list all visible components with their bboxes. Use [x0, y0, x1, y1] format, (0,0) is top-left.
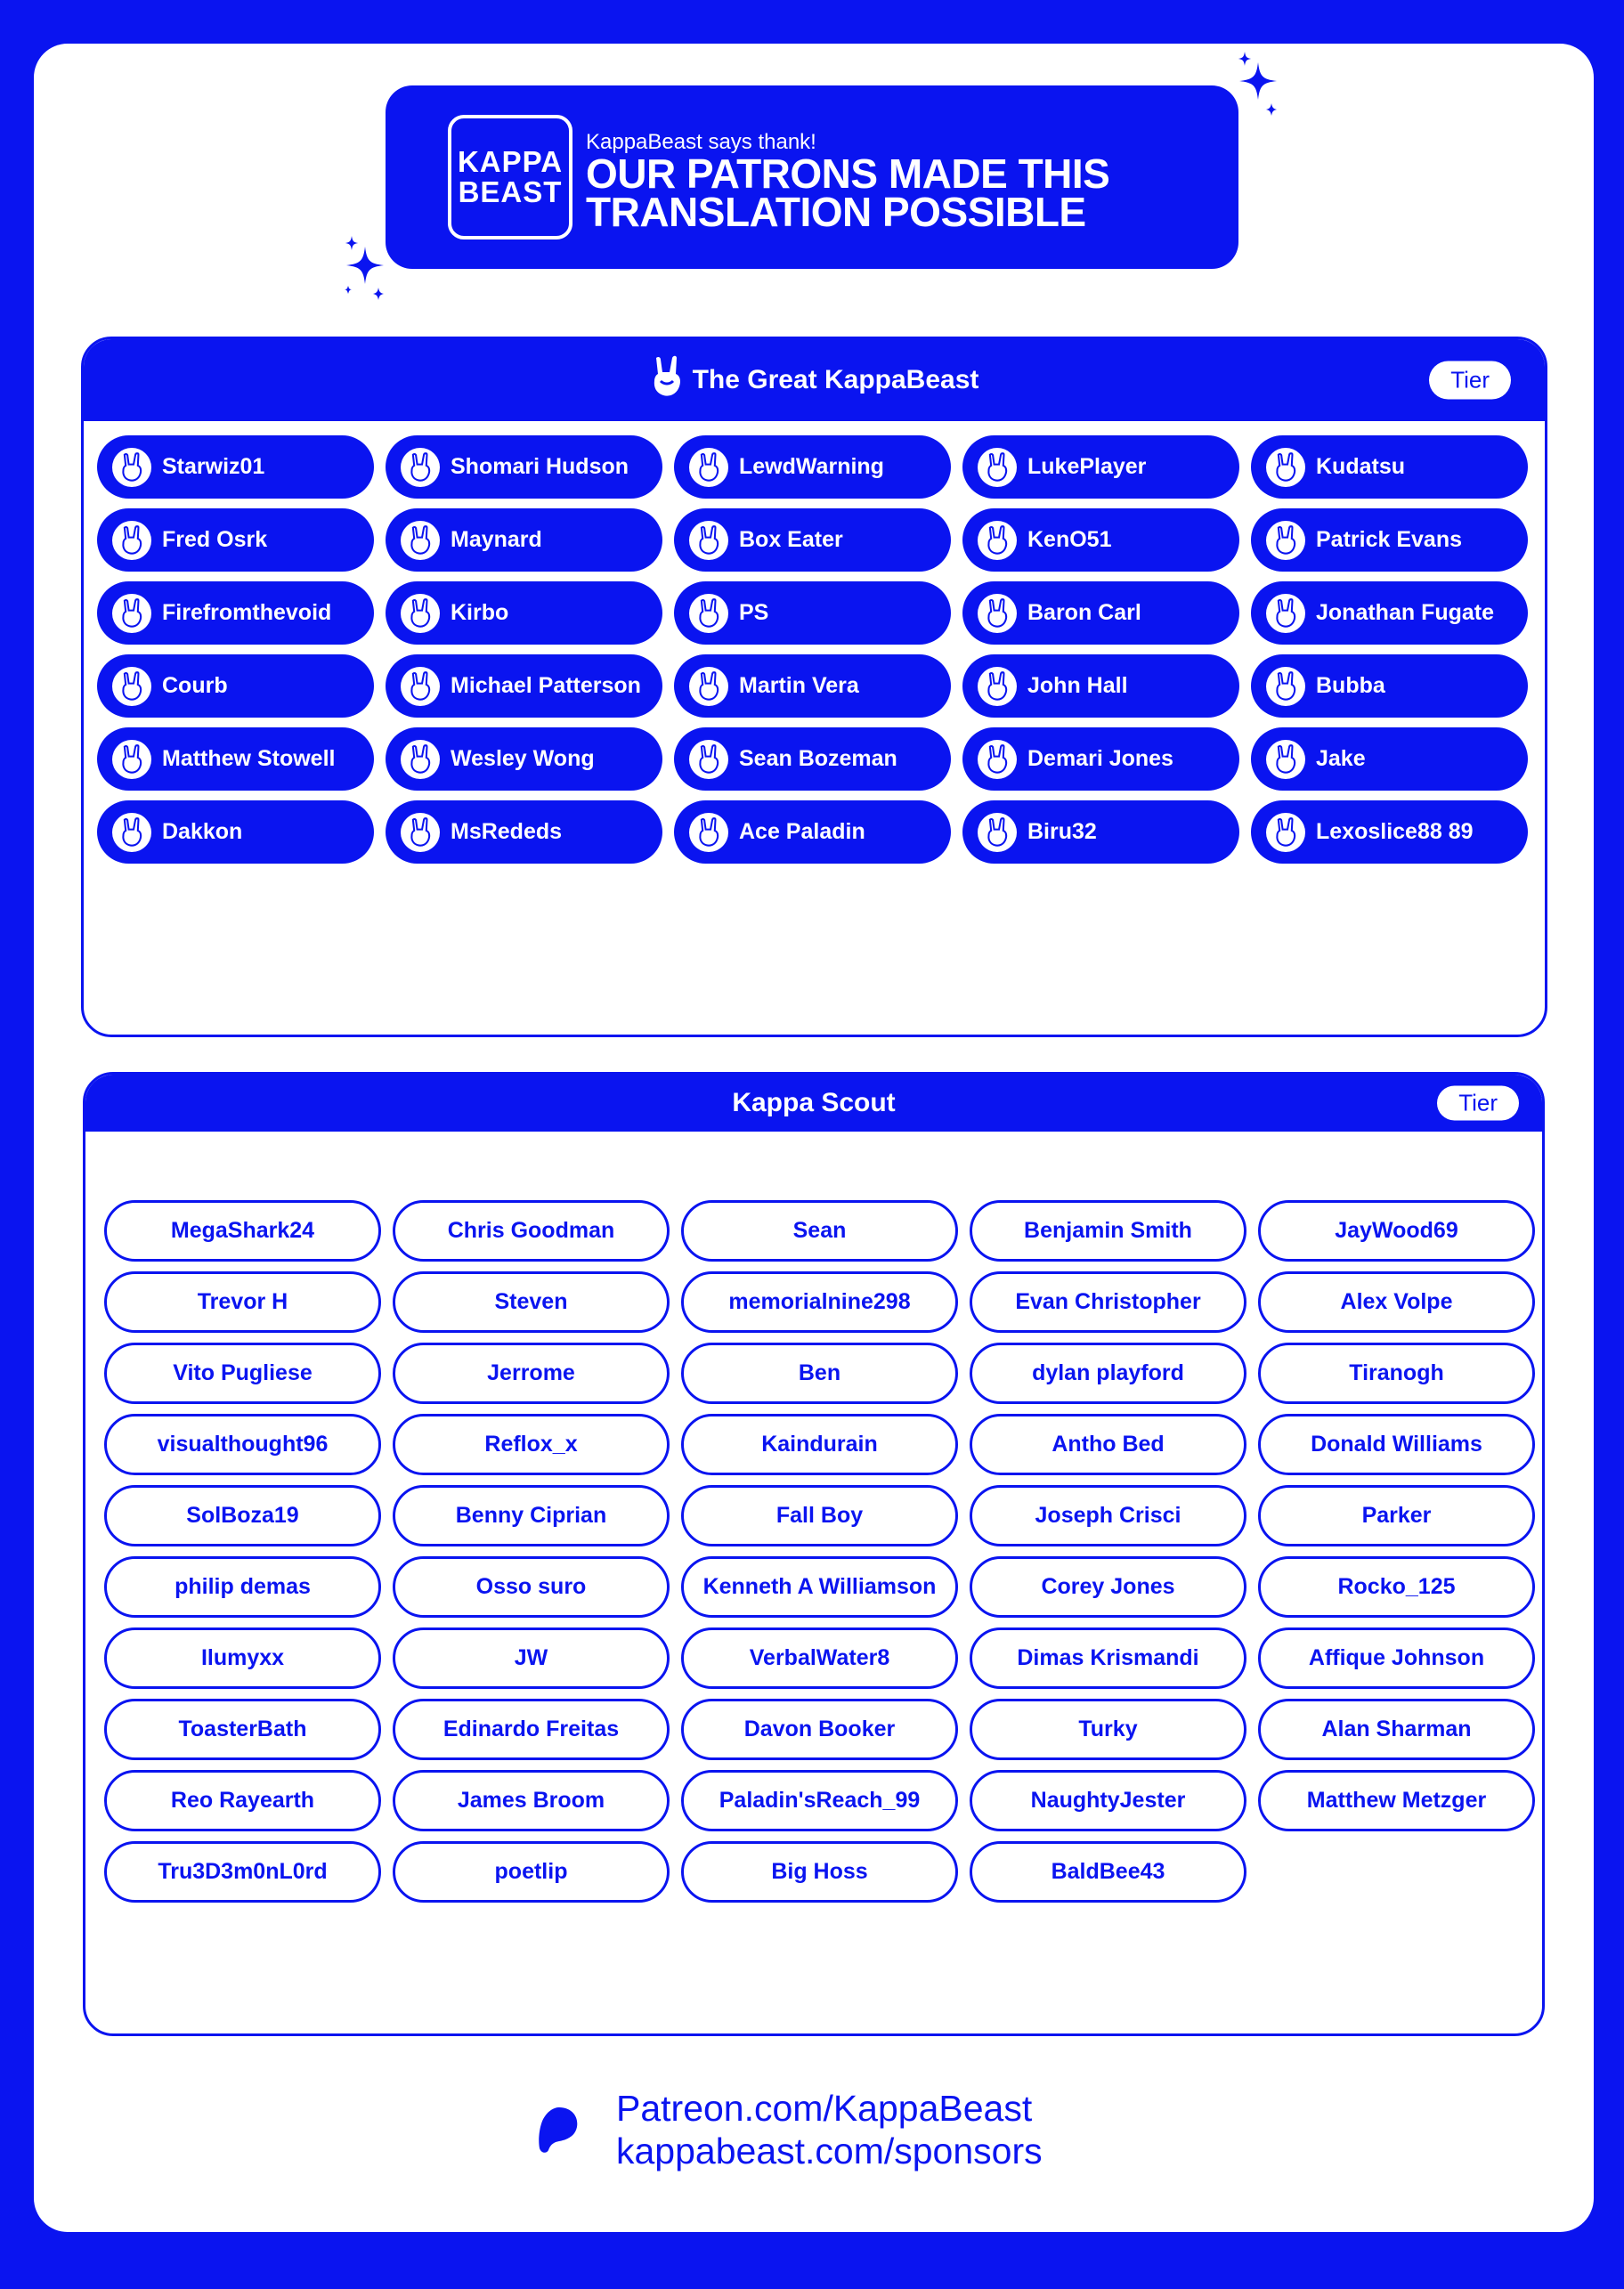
- patron-chip: [681, 1343, 958, 1404]
- patron-name: Jake: [1316, 746, 1366, 771]
- patron-chip: [970, 1556, 1246, 1618]
- patron-name: MsRededs: [451, 819, 563, 844]
- patron-chip: [674, 800, 951, 864]
- patron-chip: [681, 1414, 958, 1475]
- patron-name: VerbalWater8: [749, 1645, 890, 1670]
- tier-badge: Tier: [1437, 1086, 1519, 1121]
- patron-chip: [386, 508, 662, 572]
- patron-chip: [681, 1200, 958, 1262]
- kappabeast-logo: [448, 115, 572, 239]
- patron-chip: [393, 1770, 670, 1831]
- patron-chip: [97, 727, 374, 791]
- patron-name: Alan Sharman: [1321, 1717, 1472, 1741]
- patron-chip: [393, 1343, 670, 1404]
- rock-hand-icon: [689, 521, 728, 560]
- patron-chip: [97, 508, 374, 572]
- patron-name: Joseph Crisci: [1035, 1503, 1181, 1528]
- patron-chip: [1258, 1343, 1535, 1404]
- banner-subtitle: KappaBeast says thank!: [586, 130, 816, 154]
- patron-chip: [1251, 654, 1528, 718]
- patron-chip: [393, 1485, 670, 1546]
- patron-chip: [962, 508, 1239, 572]
- banner-title-line1: OUR PATRONS MADE THIS: [586, 150, 1110, 197]
- patron-name: Fall Boy: [775, 1503, 864, 1528]
- patron-name: Matthew Stowell: [162, 746, 336, 771]
- patron-chip: [674, 727, 951, 791]
- patron-chip: [681, 1271, 958, 1333]
- patron-name: Kaindurain: [761, 1432, 878, 1457]
- patron-chip: [393, 1627, 670, 1689]
- patron-chip: [393, 1699, 670, 1760]
- patron-name: Kirbo: [451, 600, 509, 625]
- patron-name: Donald Williams: [1311, 1432, 1482, 1457]
- patron-chip: [1258, 1770, 1535, 1831]
- rock-hand-icon: [978, 813, 1017, 852]
- patron-chip: [97, 581, 374, 645]
- patron-chip: [104, 1841, 381, 1903]
- patron-chip: [386, 727, 662, 791]
- patron-chip: [1251, 727, 1528, 791]
- patron-chip: [386, 581, 662, 645]
- patron-chip: [970, 1699, 1246, 1760]
- patron-name: Antho Bed: [1052, 1432, 1165, 1457]
- patron-name: Starwiz01: [162, 454, 265, 479]
- patron-name: Bubba: [1316, 673, 1385, 698]
- patron-chip: [681, 1841, 958, 1903]
- patron-grid-scout: [104, 1200, 1535, 1903]
- rock-hand-icon: [401, 813, 440, 852]
- patron-name: MegaShark24: [170, 1218, 315, 1243]
- rock-hand-icon: [401, 740, 440, 779]
- rock-hand-icon: [689, 667, 728, 706]
- patron-chip: [386, 435, 662, 499]
- patron-chip: [97, 800, 374, 864]
- patron-name: NaughtyJester: [1030, 1788, 1186, 1813]
- patron-name: Wesley Wong: [451, 746, 595, 771]
- rock-hand-icon: [1266, 813, 1305, 852]
- patron-chip: [962, 654, 1239, 718]
- rock-hand-icon: [112, 448, 151, 487]
- patron-chip: [393, 1556, 670, 1618]
- patron-name: LewdWarning: [739, 454, 884, 479]
- patron-chip: [1258, 1699, 1535, 1760]
- patron-chip: [104, 1343, 381, 1404]
- patron-name: Benny Ciprian: [455, 1503, 607, 1528]
- patron-chip: [962, 435, 1239, 499]
- header-banner: [386, 85, 1238, 269]
- patron-name: Baron Carl: [1027, 600, 1141, 625]
- patron-chip: [674, 435, 951, 499]
- patron-name: Tru3D3m0nL0rd: [158, 1859, 328, 1884]
- patron-chip: [393, 1841, 670, 1903]
- patron-name: Alex Volpe: [1340, 1289, 1453, 1314]
- rock-hand-icon: [978, 740, 1017, 779]
- patron-chip: [970, 1414, 1246, 1475]
- patron-name: ToasterBath: [178, 1717, 307, 1741]
- patron-name: Jerrome: [487, 1360, 575, 1385]
- rock-hand-icon: [978, 448, 1017, 487]
- patron-chip: [1258, 1271, 1535, 1333]
- tier-title: The Great KappaBeast: [692, 365, 979, 394]
- patron-name: Davon Booker: [743, 1717, 896, 1741]
- patron-chip: [674, 508, 951, 572]
- patron-name: Trevor H: [197, 1289, 288, 1314]
- patron-chip: [970, 1485, 1246, 1546]
- patron-chip: [1251, 508, 1528, 572]
- patron-chip: [104, 1556, 381, 1618]
- patron-chip: [104, 1414, 381, 1475]
- patron-name: Chris Goodman: [447, 1218, 615, 1243]
- patron-chip: [393, 1414, 670, 1475]
- patron-name: Box Eater: [739, 527, 843, 552]
- patron-name: poetlip: [494, 1859, 568, 1884]
- patron-name: Osso suro: [475, 1574, 587, 1599]
- patron-name: JW: [514, 1645, 548, 1670]
- patron-name: Matthew Metzger: [1306, 1788, 1487, 1813]
- patron-chip: [1258, 1414, 1535, 1475]
- patron-name: Courb: [162, 673, 228, 698]
- rock-hand-icon: [401, 594, 440, 633]
- patron-name: memorialnine298: [728, 1289, 911, 1314]
- tier-panel-great-kappabeast: [81, 337, 1547, 1037]
- patron-name: Rocko_125: [1337, 1574, 1456, 1599]
- patron-chip: [386, 800, 662, 864]
- rock-hand-icon: [689, 594, 728, 633]
- rock-hand-icon: [689, 448, 728, 487]
- patron-name: Edinardo Freitas: [443, 1717, 620, 1741]
- patron-chip: [1251, 435, 1528, 499]
- patron-name: SolBoza19: [186, 1503, 299, 1528]
- rock-hand-icon: [401, 448, 440, 487]
- tier-header: [84, 339, 1545, 421]
- rock-hand-icon: [1266, 521, 1305, 560]
- patron-chip: [97, 435, 374, 499]
- patron-name: Dakkon: [162, 819, 243, 844]
- tier-panel-kappa-scout: [83, 1072, 1545, 2036]
- rock-hand-icon: [1266, 667, 1305, 706]
- rock-hand-icon: [112, 740, 151, 779]
- patron-chip: [681, 1770, 958, 1831]
- patron-chip: [1258, 1485, 1535, 1546]
- rock-hand-icon: [112, 594, 151, 633]
- banner-title: [586, 150, 1209, 235]
- patron-chip: [393, 1271, 670, 1333]
- patron-chip: [970, 1343, 1246, 1404]
- patron-name: James Broom: [457, 1788, 605, 1813]
- patron-chip: [1251, 581, 1528, 645]
- rock-hand-icon: [112, 521, 151, 560]
- patron-name: Lexoslice88 89: [1316, 819, 1474, 844]
- patron-chip: [393, 1200, 670, 1262]
- patron-name: Parker: [1361, 1503, 1432, 1528]
- patron-name: LukePlayer: [1027, 454, 1147, 479]
- rock-hand-icon: [401, 667, 440, 706]
- patron-chip: [104, 1627, 381, 1689]
- patron-name: Evan Christopher: [1015, 1289, 1201, 1314]
- rock-hand-icon: [689, 813, 728, 852]
- patron-name: Ace Paladin: [739, 819, 865, 844]
- patron-name: Ben: [798, 1360, 841, 1385]
- patron-name: visualthought96: [157, 1432, 329, 1457]
- patron-name: JayWood69: [1335, 1218, 1458, 1243]
- patron-name: Kenneth A Williamson: [702, 1574, 937, 1599]
- rock-hand-icon: [1266, 594, 1305, 633]
- patron-name: Turky: [1078, 1717, 1138, 1741]
- patron-name: Tiranogh: [1349, 1360, 1444, 1385]
- patron-name: Benjamin Smith: [1024, 1218, 1192, 1243]
- patron-chip: [104, 1485, 381, 1546]
- logo-line2: BEAST: [458, 175, 563, 208]
- patron-chip: [970, 1271, 1246, 1333]
- rock-hand-icon: [401, 521, 440, 560]
- rock-hand-icon: [978, 667, 1017, 706]
- footer-links: [616, 2087, 1043, 2172]
- patron-chip: [386, 654, 662, 718]
- patron-chip: [681, 1699, 958, 1760]
- patron-name: Fred Osrk: [162, 527, 268, 552]
- rock-hand-icon: [978, 521, 1017, 560]
- patron-chip: [674, 581, 951, 645]
- patron-chip: [674, 654, 951, 718]
- patron-name: Corey Jones: [1041, 1574, 1175, 1599]
- sponsors-link[interactable]: kappabeast.com/sponsors: [616, 2131, 1043, 2171]
- patron-name: Affique Johnson: [1308, 1645, 1485, 1670]
- patron-name: Paladin'sReach_99: [719, 1788, 921, 1813]
- patron-chip: [962, 581, 1239, 645]
- rock-hand-icon: [978, 594, 1017, 633]
- patron-name: BaldBee43: [1051, 1859, 1165, 1884]
- patron-chip: [97, 654, 374, 718]
- patron-name: Big Hoss: [771, 1859, 868, 1884]
- patron-name: Demari Jones: [1027, 746, 1173, 771]
- patron-chip: [104, 1200, 381, 1262]
- patron-name: Steven: [494, 1289, 568, 1314]
- rock-hand-icon: [1266, 448, 1305, 487]
- patron-chip: [104, 1770, 381, 1831]
- patron-name: Biru32: [1027, 819, 1097, 844]
- patron-chip: [681, 1485, 958, 1546]
- patron-chip: [104, 1699, 381, 1760]
- patron-chip: [1258, 1200, 1535, 1262]
- patron-chip: [962, 727, 1239, 791]
- patron-chip: [681, 1556, 958, 1618]
- patron-name: dylan playford: [1032, 1360, 1184, 1385]
- patron-name: Martin Vera: [739, 673, 859, 698]
- logo-line1: KAPPA: [457, 145, 564, 178]
- tier-header: [85, 1075, 1542, 1132]
- patron-chip: [962, 800, 1239, 864]
- patron-name: Dimas Krismandi: [1017, 1645, 1199, 1670]
- patron-chip: [681, 1627, 958, 1689]
- rock-hand-icon: [689, 740, 728, 779]
- patron-name: Michael Patterson: [451, 673, 641, 698]
- patron-name: Reo Rayearth: [170, 1788, 315, 1813]
- patreon-icon: [538, 2106, 581, 2154]
- patron-name: Patrick Evans: [1316, 527, 1462, 552]
- patron-name: John Hall: [1027, 673, 1128, 698]
- patron-name: philip demas: [175, 1574, 311, 1599]
- patron-name: Sean Bozeman: [739, 746, 897, 771]
- sparkle-icon: [1236, 52, 1280, 119]
- patron-name: Reflox_x: [484, 1432, 578, 1457]
- tier-title: Kappa Scout: [732, 1088, 896, 1117]
- banner-title-line2: TRANSLATION POSSIBLE: [586, 189, 1086, 235]
- patron-chip: [1258, 1627, 1535, 1689]
- rock-hand-icon: [112, 813, 151, 852]
- rock-hand-icon: [1266, 740, 1305, 779]
- patron-chip: [970, 1200, 1246, 1262]
- patron-grid-great: [97, 435, 1528, 864]
- patron-chip: [1251, 800, 1528, 864]
- rock-hand-icon: [112, 667, 151, 706]
- patron-chip: [104, 1271, 381, 1333]
- patron-name: Firefromthevoid: [162, 600, 332, 625]
- patron-chip: [1258, 1556, 1535, 1618]
- patron-name: Shomari Hudson: [451, 454, 629, 479]
- rock-hand-icon: [650, 354, 684, 406]
- patron-name: Sean: [792, 1218, 847, 1243]
- patron-chip: [970, 1770, 1246, 1831]
- patron-name: Maynard: [451, 527, 542, 552]
- footer: [538, 2087, 1043, 2172]
- patron-name: KenO51: [1027, 527, 1112, 552]
- patron-name: PS: [739, 600, 769, 625]
- patron-chip: [970, 1841, 1246, 1903]
- sparkle-icon: [343, 236, 387, 304]
- patron-chip: [970, 1627, 1246, 1689]
- patron-name: Ilumyxx: [200, 1645, 285, 1670]
- patron-name: Vito Pugliese: [173, 1360, 313, 1385]
- patron-name: Kudatsu: [1316, 454, 1405, 479]
- patreon-link[interactable]: Patreon.com/KappaBeast: [616, 2088, 1033, 2129]
- patron-name: Jonathan Fugate: [1316, 600, 1495, 625]
- tier-badge: Tier: [1429, 361, 1511, 400]
